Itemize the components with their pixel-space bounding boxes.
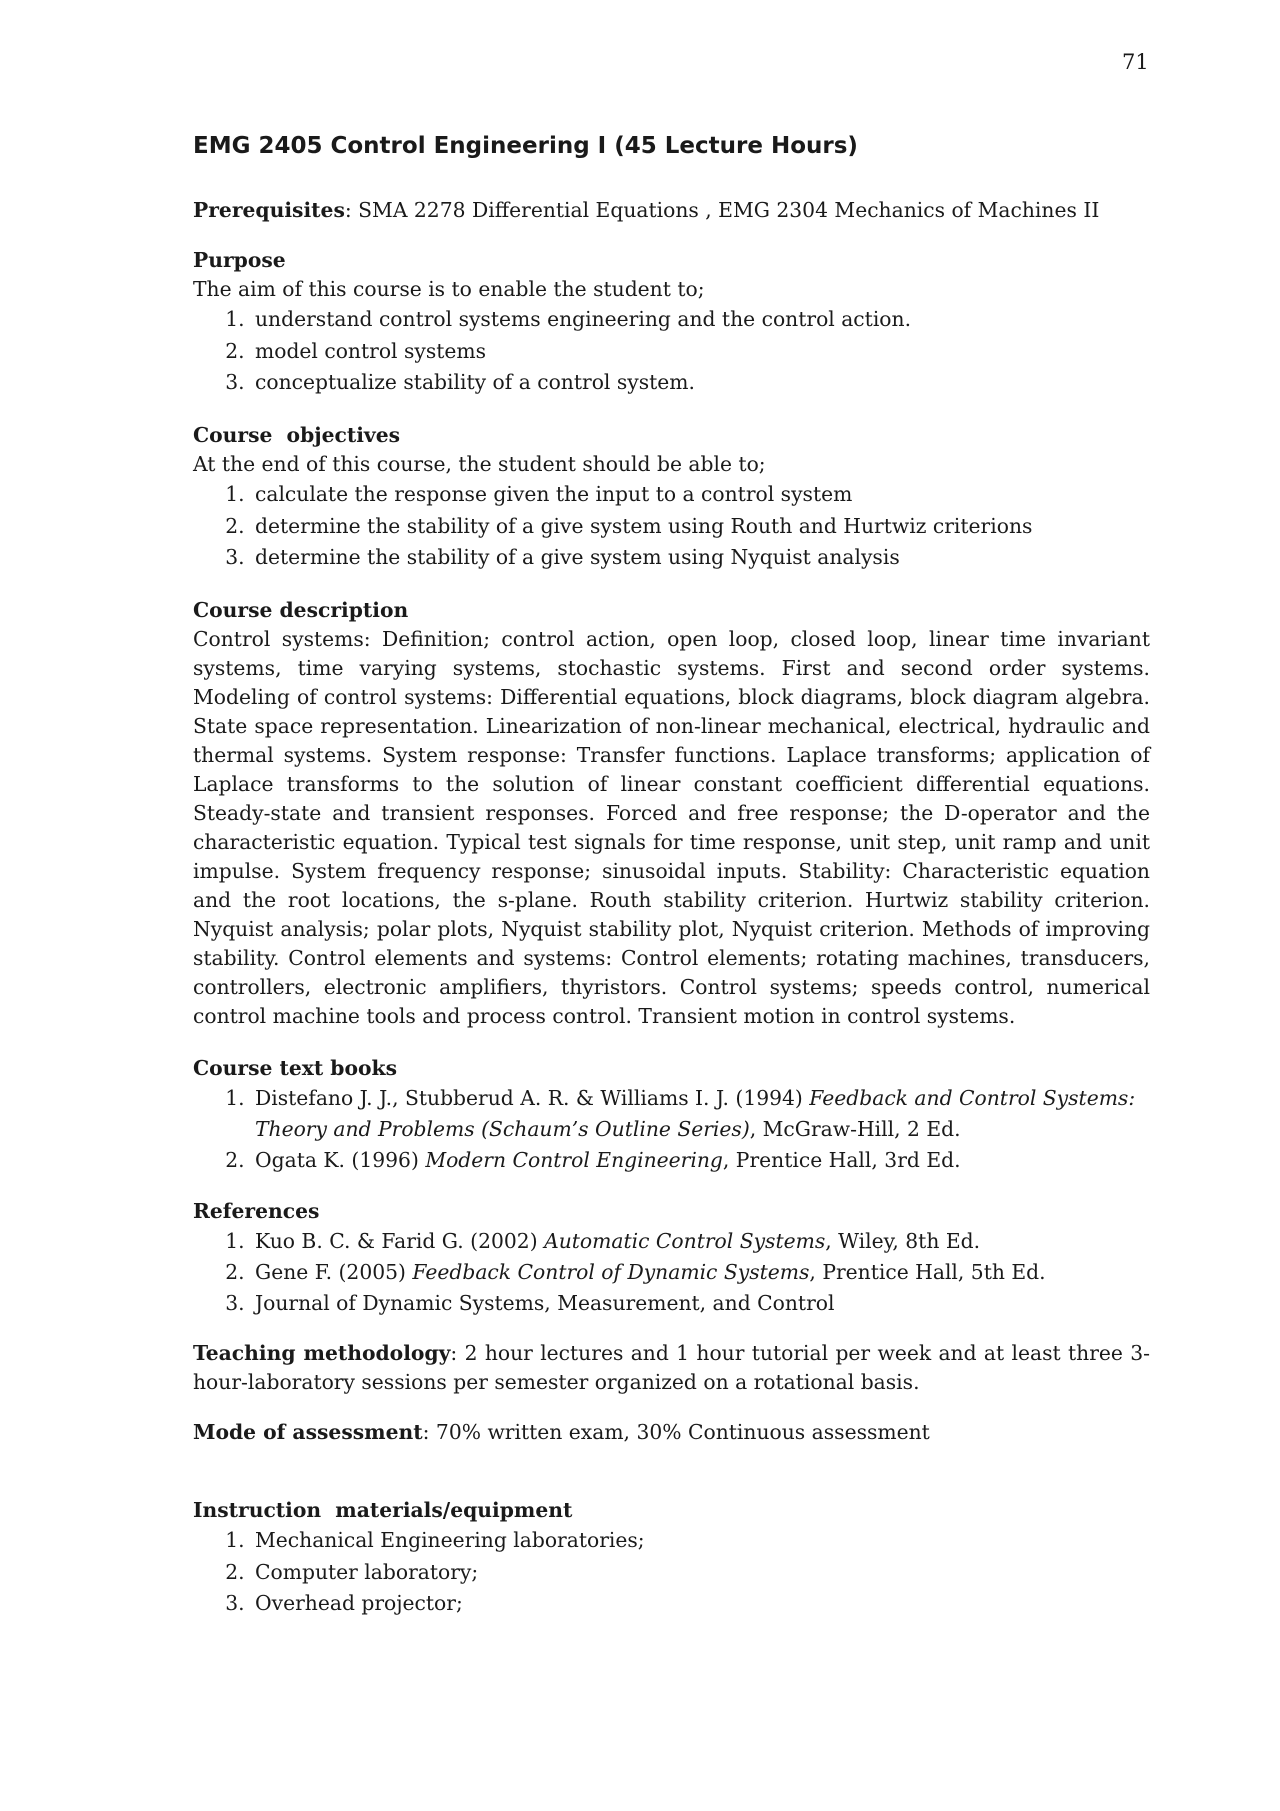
- list-item: [251, 1257, 1150, 1288]
- references-list: [193, 1226, 1150, 1319]
- citation-authors: Distefano J. J., Stubberud A. R. & Williams I. J. (1994): [255, 1086, 810, 1110]
- purpose-list: [193, 304, 1150, 399]
- citation-authors: Ogata K. (1996): [255, 1148, 426, 1172]
- list-item: 3. determine the stability of a give system using Nyquist analysis: [251, 542, 1150, 574]
- citation-publisher: , Prentice Hall, 5th Ed.: [809, 1260, 1046, 1284]
- textbooks-heading: Course text books: [193, 1056, 397, 1080]
- list-item: 2. model control systems: [251, 336, 1150, 368]
- purpose-section: [193, 246, 1150, 399]
- objectives-list: [193, 479, 1150, 574]
- description-heading: Course description: [193, 598, 409, 622]
- citation-authors: Kuo B. C. & Farid G. (2002): [255, 1229, 545, 1253]
- description-section: [193, 596, 1150, 1031]
- citation-publisher: , Prentice Hall, 3rd Ed.: [722, 1148, 961, 1172]
- teaching-label: Teaching methodology: [193, 1341, 451, 1365]
- citation-title: Feedback Control of Dynamic Systems: [412, 1260, 810, 1284]
- materials-list: [193, 1525, 1150, 1620]
- citation-title: Feedback and Control Systems: Theory and Problems (Schaum’s Outline Series): [255, 1086, 1136, 1141]
- textbooks-section: [193, 1054, 1150, 1176]
- list-item: 1. understand control systems engineering and the control action.: [251, 304, 1150, 336]
- list-item: 2. determine the stability of a give system using Routh and Hurtwiz criterions: [251, 511, 1150, 543]
- citation-title: Automatic Control Systems: [544, 1229, 826, 1253]
- teaching-line: [193, 1339, 1150, 1397]
- purpose-heading: Purpose: [193, 248, 286, 272]
- objectives-section: [193, 421, 1150, 574]
- references-section: [193, 1197, 1150, 1319]
- citation-publisher: , McGraw-Hill, 2 Ed.: [749, 1117, 961, 1141]
- page-number: 71: [1122, 50, 1149, 74]
- purpose-intro: The aim of this course is to enable the student to;: [193, 277, 705, 301]
- assessment-label: Mode of assessment: [193, 1420, 423, 1444]
- prerequisites-text: : SMA 2278 Differential Equations , EMG 2304 Mechanics of Machines II: [344, 198, 1100, 222]
- list-item: 3. Overhead projector;: [251, 1588, 1150, 1620]
- prerequisites-label: Prerequisites: [193, 198, 345, 222]
- list-item: [251, 1226, 1150, 1257]
- citation-authors: Gene F. (2005): [255, 1260, 413, 1284]
- references-heading: References: [193, 1199, 320, 1223]
- description-text: Control systems: Definition; control action, open loop, closed loop, linear time invariant systems, time varying systems, stochastic systems. First and second order systems. Modeling of control systems: Differential equations, block diagrams, block diagram algebra. State space representation. Linearization of non-linear mechanical, electrical, hydraulic and thermal systems. System response: Transfer functions. Laplace transforms; application of Laplace transforms to the solution of linear constant coefficient differential equations. Steady-state and transient responses. Forced and free response; the D-operator and the characteristic equation. Typical test signals for time response, unit step, unit ramp and unit impulse. System frequency response; sinusoidal inputs. Stability: Characteristic equation and the root locations, the s-plane. Routh stability criterion. Hurtwiz stability criterion. Nyquist analysis; polar plots, Nyquist stability plot, Nyquist criterion. Methods of improving stability. Control elements and systems: Control elements; rotating machines, transducers, controllers, electronic amplifiers, thyristors. Control systems; speeds control, numerical control machine tools and process control. Transient motion in control systems.: [193, 627, 1150, 1028]
- teaching-section: [193, 1339, 1150, 1397]
- assessment-text: : 70% written exam, 30% Continuous assessment: [422, 1420, 930, 1444]
- objectives-heading: Course objectives: [193, 423, 401, 447]
- assessment-line: [193, 1418, 1150, 1447]
- textbooks-list: [193, 1083, 1150, 1176]
- prerequisites-line: [193, 196, 1150, 225]
- list-item: [251, 1083, 1150, 1145]
- materials-heading: Instruction materials/equipment: [193, 1498, 573, 1522]
- list-item: 1. Mechanical Engineering laboratories;: [251, 1525, 1150, 1557]
- list-item: [251, 1145, 1150, 1176]
- teaching-text: : 2 hour lectures and 1 hour tutorial per week and at least three 3-hour-laboratory sessions per semester organized on a rotational basis.: [193, 1341, 1150, 1394]
- citation-publisher: , Wiley, 8th Ed.: [825, 1229, 981, 1253]
- course-title: EMG 2405 Control Engineering I (45 Lecture Hours): [193, 133, 858, 159]
- list-item: [251, 1288, 1150, 1319]
- objectives-intro: At the end of this course, the student should be able to;: [193, 452, 766, 476]
- citation-title: Modern Control Engineering: [425, 1148, 723, 1172]
- citation-authors: Journal of Dynamic Systems, Measurement, and Control: [255, 1291, 835, 1315]
- assessment-section: [193, 1418, 1150, 1447]
- materials-section: [193, 1496, 1150, 1620]
- list-item: 2. Computer laboratory;: [251, 1557, 1150, 1589]
- list-item: 3. conceptualize stability of a control system.: [251, 367, 1150, 399]
- list-item: 1. calculate the response given the input to a control system: [251, 479, 1150, 511]
- prerequisites-section: [193, 196, 1150, 225]
